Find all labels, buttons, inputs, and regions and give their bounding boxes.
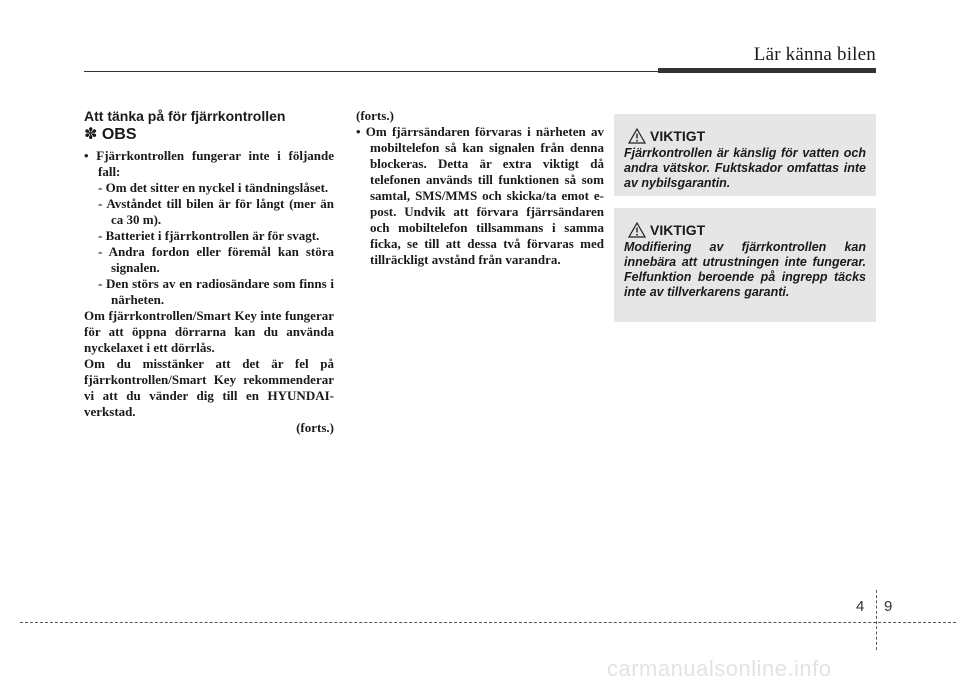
warning-triangle-icon — [628, 222, 646, 238]
bullet-item: • Om fjärrsändaren förvaras i närheten av mobiltelefon så kan signalen från denna blockeras. Detta är extra viktigt då telefonen används till funktionen så som samtal, SMS/MMS och skicka/ta emot e-post. Undvik att förvara fjärrsändaren och mobiltelefon tillsammans i samma ficka, se till att dessa två förvaras med tillräckligt avstånd från varandra. — [356, 124, 604, 267]
warning-box — [614, 208, 876, 322]
footer-rule — [20, 622, 956, 623]
dash-item: - Den störs av en radiosändare som finns i närheten. — [98, 276, 334, 307]
paragraph: Om fjärrkontrollen/Smart Key inte fungerar för att öppna dörrarna kan du använda nyckelaxet i ett dörrlås. — [84, 308, 334, 355]
dash-item: - Batteriet i fjärrkontrollen är för svagt. — [98, 228, 320, 243]
warning-text: Modifiering av fjärrkontrollen kan innebära att utrustningen inte fungerar. Felfunktion beroende på ingrepp täcks inte av tillverkarens garanti. — [624, 240, 866, 299]
warning-title: VIKTIGT — [650, 222, 706, 238]
dash-item: - Avståndet till bilen är för långt (mer än ca 30 m). — [98, 196, 334, 227]
obs-title: ✽ OBS — [84, 126, 137, 143]
header-rule-accent — [658, 68, 876, 73]
paragraph: Om du misstänker att det är fel på fjärrkontrollen/Smart Key rekommenderar vi att du vänder dig till en HYUNDAI-verkstad. — [84, 356, 334, 419]
middle-column — [356, 108, 604, 268]
section-title: Att tänka på för fjärrkontrollen — [84, 108, 286, 124]
warning-box — [614, 114, 876, 196]
page-number-separator — [876, 590, 878, 650]
dash-item: - Andra fordon eller föremål kan störa signalen. — [98, 244, 334, 275]
watermark: carmanualsonline.info — [607, 656, 832, 681]
header-title: Lär känna bilen — [753, 44, 876, 65]
warning-triangle-icon — [628, 128, 646, 144]
warning-title: VIKTIGT — [650, 128, 706, 144]
left-column — [84, 108, 334, 436]
continued-label: (forts.) — [296, 420, 334, 435]
bullet-item: • Fjärrkontrollen fungerar inte i följande fall: — [84, 148, 334, 179]
warning-text: Fjärrkontrollen är känslig för vatten och andra vätskor. Fuktskador omfattas inte av nybilsgarantin. — [624, 146, 866, 190]
dash-item: - Om det sitter en nyckel i tändningslåset. — [98, 180, 329, 195]
chapter-number: 4 — [856, 598, 865, 615]
continued-label: (forts.) — [356, 108, 394, 123]
page-number: 9 — [884, 598, 893, 615]
header-rule — [84, 71, 658, 72]
